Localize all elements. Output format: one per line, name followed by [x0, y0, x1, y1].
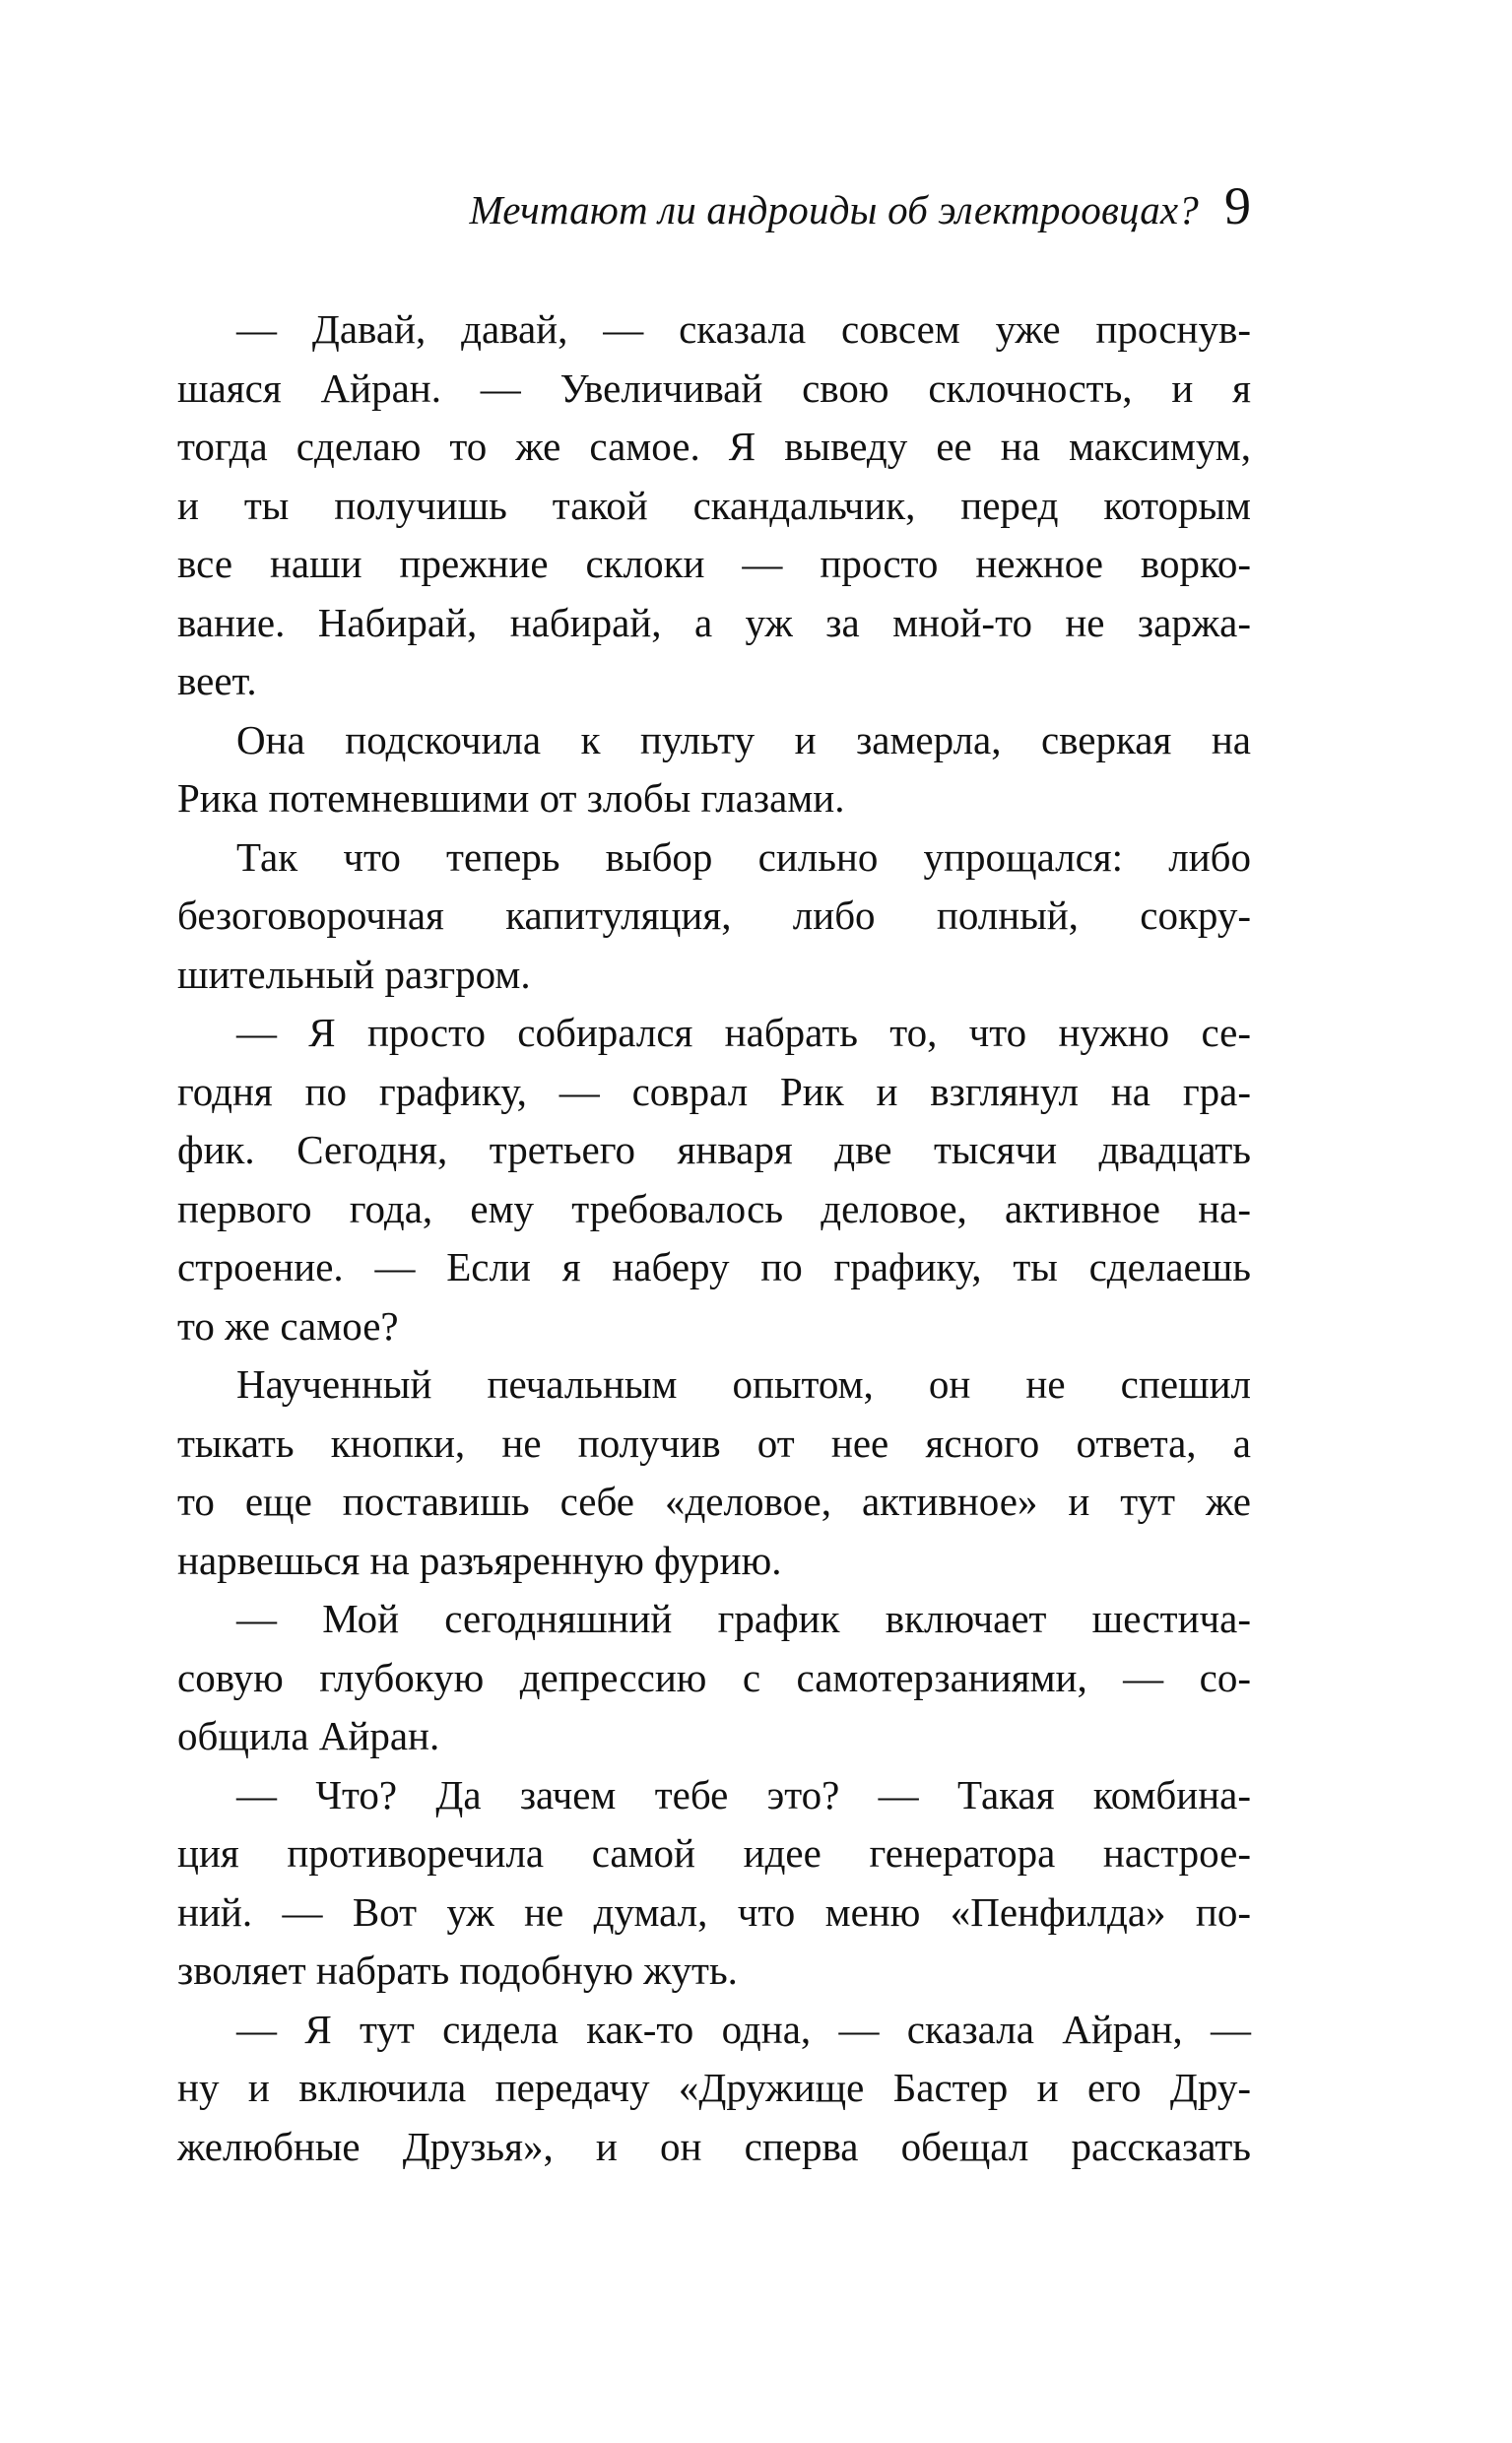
text-line: — Давай, давай, — сказала совсем уже проснув- — [236, 306, 1251, 352]
text-line: общила Айран. — [177, 1713, 440, 1758]
text-line: Рика потемневшими от злобы глазами. — [177, 775, 845, 821]
text-line: — Мой сегодняшний график включает шестича- — [236, 1596, 1251, 1641]
text-line: тогда сделаю то же самое. Я выведу ее на максимум, — [177, 424, 1251, 469]
text-line: ция противоречила самой идее генератора настрое- — [177, 1830, 1251, 1876]
running-header — [177, 175, 1251, 244]
text-line: безоговорочная капитуляция, либо полный, сокру- — [177, 892, 1251, 938]
text-line: — Что? Да зачем тебе это? — Такая комбина- — [236, 1771, 1251, 1817]
text-line: — Я тут сидела как-то одна, — сказала Айран, — — [236, 2006, 1251, 2052]
text-line: шаяся Айран. — Увеличивай свою склочность, и я — [177, 364, 1251, 411]
text-line: веет. — [177, 658, 257, 703]
text-line: Наученный печальным опытом, он не спешил — [236, 1361, 1251, 1407]
text-line: тыкать кнопки, не получив от нее ясного ответа, а — [177, 1420, 1251, 1466]
text-line: совую глубокую депрессию с самотерзаниями, — со- — [177, 1654, 1251, 1700]
text-line: первого года, ему требовалось деловое, активное на- — [177, 1185, 1251, 1231]
text-line: годня по графику, — соврал Рик и взглянул на гра- — [177, 1068, 1251, 1114]
text-line: фик. Сегодня, третьего января две тысячи двадцать — [177, 1127, 1251, 1172]
text-line: и ты получишь такой скандальчик, перед которым — [177, 482, 1251, 528]
text-line: то еще поставишь себе «деловое, активное» и тут же — [177, 1479, 1251, 1524]
text-line: шительный разгром. — [177, 951, 531, 997]
text-line: то же самое? — [177, 1302, 399, 1349]
text-line: желюбные Друзья», и он сперва обещал рассказать — [177, 2123, 1251, 2169]
text-line: Так что теперь выбор сильно упрощался: либо — [236, 833, 1251, 880]
text-line: все наши прежние склоки — просто нежное ворко- — [177, 541, 1251, 586]
text-line: вание. Набирай, набирай, а уж за мной-то не заржа- — [177, 599, 1251, 645]
text-line: строение. — Если я наберу по графику, ты сделаешь — [177, 1244, 1251, 1289]
text-line: нарвешься на разъяренную фурию. — [177, 1537, 782, 1583]
page-number: 9 — [1224, 176, 1251, 235]
text-line: Она подскочила к пульту и замерла, сверкая на — [236, 716, 1251, 762]
text-line: зволяет набрать подобную жуть. — [177, 1948, 738, 1993]
text-line: ну и включила передачу «Дружище Бастер и его Дру- — [177, 2065, 1251, 2110]
body-text — [177, 300, 1251, 2176]
text-line: ний. — Вот уж не думал, что меню «Пенфилда» по- — [177, 1888, 1251, 1935]
text-line: — Я просто собирался набрать то, что нужно се- — [236, 1010, 1251, 1055]
running-title: Мечтают ли андроиды об электроовцах? — [469, 187, 1199, 232]
